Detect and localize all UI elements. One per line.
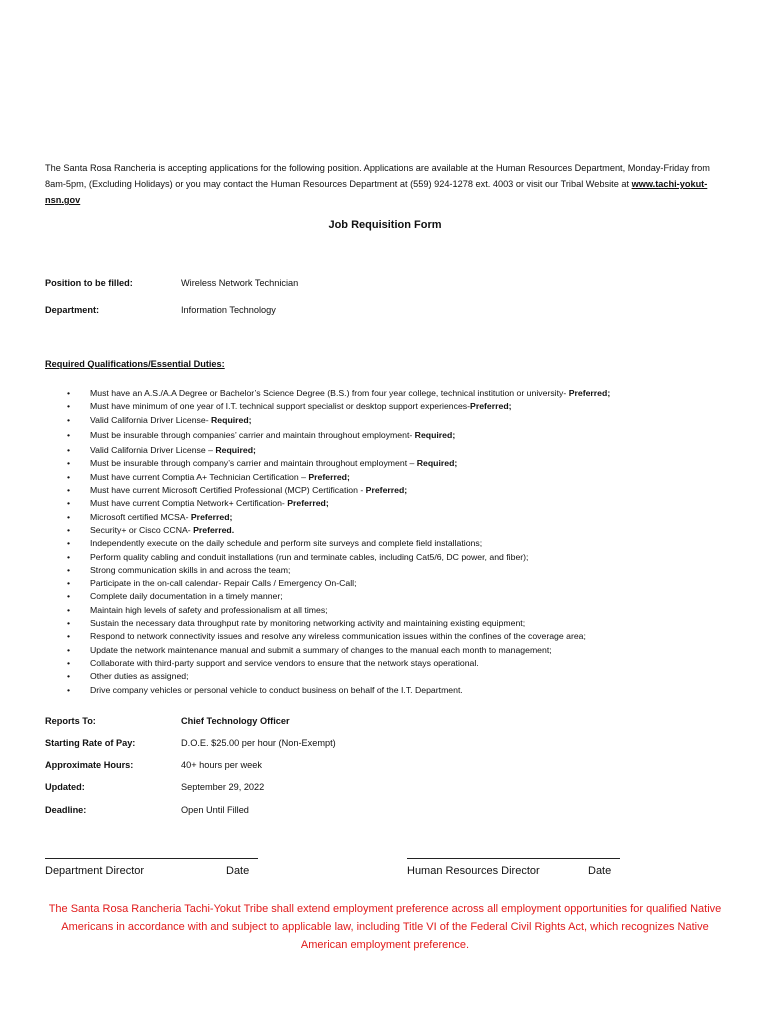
duty-item bbox=[45, 684, 735, 697]
intro-text: The Santa Rosa Rancheria is accepting applications for the following position. Applications are available at the Human Resources Department, Monday-Friday from 8am-5pm, (Excluding Holidays) or you may contact the Human Resources Department at (559) 924-1278 ext. 4003 or visit our Tribal Website at bbox=[45, 163, 710, 189]
bullet-icon: • bbox=[67, 524, 71, 535]
duty-text: Update the network maintenance manual and submit a summary of changes to the manual each month to management; bbox=[90, 644, 552, 655]
duty-item bbox=[45, 644, 735, 657]
duty-item bbox=[45, 564, 735, 577]
duty-text: Must have minimum of one year of I.T. technical support specialist or desktop support experiences- bbox=[90, 401, 471, 412]
duty-text: Valid California Driver License – bbox=[90, 445, 216, 456]
position-label: Position to be filled: bbox=[45, 278, 133, 288]
duty-item bbox=[45, 429, 735, 442]
dept-director-date-label: Date bbox=[226, 865, 250, 877]
approx-hours-label: Approximate Hours: bbox=[45, 760, 134, 770]
deadline-value: Open Until Filled bbox=[181, 805, 249, 815]
duty-item bbox=[45, 617, 735, 630]
bullet-icon: • bbox=[67, 388, 71, 398]
duty-item bbox=[45, 457, 735, 470]
hr-director-label: Human Resources Director bbox=[407, 865, 540, 877]
bullet-icon: • bbox=[67, 471, 71, 482]
duty-emphasis: Required; bbox=[211, 414, 252, 425]
duty-text: Must have an A.S./A.A Degree or Bachelor’s Science Degree (B.S.) from four year college, technical institution or university- bbox=[90, 388, 569, 398]
duty-item bbox=[45, 400, 735, 413]
duty-item bbox=[45, 387, 735, 400]
duty-item bbox=[45, 551, 735, 564]
duty-text: Other duties as assigned; bbox=[90, 671, 189, 682]
duty-emphasis: Preferred; bbox=[568, 388, 611, 398]
starting-rate-value: D.O.E. $25.00 per hour (Non-Exempt) bbox=[181, 738, 336, 748]
form-title: Job Requisition Form bbox=[328, 219, 442, 231]
updated-label: Updated: bbox=[45, 782, 85, 792]
bullet-icon: • bbox=[67, 538, 71, 549]
bullet-icon: • bbox=[67, 511, 71, 522]
duty-text: Collaborate with third-party support and service vendors to ensure that the network stays operational. bbox=[90, 657, 479, 668]
employment-preference-note: The Santa Rosa Rancheria Tachi-Yokut Tribe shall extend employment preference across all employment opportunities for qualified Native Americans in accordance with and subject to applicable law, including Title VI of the Federal Civil Rights Act, which recognizes Native American employment preference. bbox=[48, 903, 722, 951]
dept-director-label: Department Director bbox=[45, 865, 145, 877]
bullet-icon: • bbox=[67, 657, 71, 668]
duty-item bbox=[45, 511, 735, 524]
duty-text: Microsoft certified MCSA- bbox=[90, 511, 191, 522]
department-value: Information Technology bbox=[181, 305, 276, 315]
duty-emphasis: Required; bbox=[416, 458, 458, 469]
bullet-icon: • bbox=[67, 445, 71, 456]
bullet-icon: • bbox=[67, 485, 71, 496]
duty-emphasis: Required; bbox=[414, 429, 456, 440]
reports-to-value: Chief Technology Officer bbox=[181, 716, 290, 726]
duty-item bbox=[45, 484, 735, 497]
duty-item bbox=[45, 537, 735, 550]
duties-list bbox=[45, 387, 735, 697]
bullet-icon: • bbox=[67, 414, 71, 425]
bullet-icon: • bbox=[67, 429, 71, 440]
duty-text: Maintain high levels of safety and professionalism at all times; bbox=[90, 604, 328, 615]
duty-emphasis: Preferred; bbox=[287, 498, 329, 509]
duty-item bbox=[45, 497, 735, 510]
duty-item bbox=[45, 670, 735, 683]
bullet-icon: • bbox=[67, 631, 71, 642]
duty-text: Independently execute on the daily schedule and perform site surveys and complete field installations; bbox=[90, 538, 483, 549]
bullet-icon: • bbox=[67, 458, 71, 469]
bullet-icon: • bbox=[67, 578, 71, 589]
duty-text: Strong communication skills in and across the team; bbox=[90, 564, 291, 575]
bullet-icon: • bbox=[67, 618, 71, 629]
duty-text: Participate in the on-call calendar- Repair Calls / Emergency On-Call; bbox=[90, 578, 357, 589]
updated-value: September 29, 2022 bbox=[181, 782, 265, 792]
reports-to-label: Reports To: bbox=[45, 716, 96, 726]
duty-item bbox=[45, 577, 735, 590]
duty-item bbox=[45, 604, 735, 617]
duty-emphasis: Preferred; bbox=[365, 485, 408, 496]
qualifications-heading: Required Qualifications/Essential Duties: bbox=[45, 359, 225, 369]
deadline-label: Deadline: bbox=[45, 805, 87, 815]
duty-text: Must have current Microsoft Certified Professional (MCP) Certification - bbox=[90, 485, 366, 496]
duty-text: Respond to network connectivity issues and resolve any wireless communication issues within the confines of the coverage area; bbox=[90, 631, 586, 642]
bullet-icon: • bbox=[67, 591, 71, 602]
duty-emphasis: Preferred; bbox=[308, 471, 350, 482]
duty-text: Must have current Comptia A+ Technician Certification – bbox=[90, 471, 309, 482]
bullet-icon: • bbox=[67, 498, 71, 509]
duty-item bbox=[45, 524, 735, 537]
duty-emphasis: Preferred. bbox=[193, 524, 235, 535]
duty-emphasis: Preferred; bbox=[470, 401, 512, 412]
bullet-icon: • bbox=[67, 604, 71, 615]
duty-item bbox=[45, 657, 735, 670]
bullet-icon: • bbox=[67, 671, 71, 682]
department-label: Department: bbox=[45, 305, 100, 315]
duty-item bbox=[45, 471, 735, 484]
bullet-icon: • bbox=[67, 401, 71, 412]
duty-item bbox=[45, 444, 735, 457]
duty-emphasis: Preferred; bbox=[190, 511, 233, 522]
duty-text: Perform quality cabling and conduit installations (run and terminate cables, including Cat5/6, DC power, and fiber); bbox=[90, 551, 529, 562]
bullet-icon: • bbox=[67, 644, 71, 655]
position-value: Wireless Network Technician bbox=[181, 278, 299, 288]
duty-text: Must be insurable through company’s carrier and maintain throughout employment – bbox=[90, 458, 417, 469]
bullet-icon: • bbox=[67, 684, 71, 695]
hr-director-date-label: Date bbox=[588, 865, 612, 877]
tribal-website-link[interactable]: www.tachi-yokut-nsn.gov bbox=[45, 179, 708, 205]
duty-item bbox=[45, 414, 735, 427]
duty-text: Complete daily documentation in a timely manner; bbox=[90, 591, 283, 602]
duty-emphasis: Required; bbox=[215, 445, 256, 456]
intro-paragraph bbox=[45, 160, 725, 208]
duty-text: Security+ or Cisco CCNA- bbox=[90, 524, 194, 535]
approx-hours-value: 40+ hours per week bbox=[181, 760, 262, 770]
starting-rate-label: Starting Rate of Pay: bbox=[45, 738, 136, 748]
duty-text: Valid California Driver License- bbox=[90, 414, 212, 425]
duty-item bbox=[45, 630, 735, 643]
duty-item bbox=[45, 590, 735, 603]
duty-text: Drive company vehicles or personal vehicle to conduct business on behalf of the I.T. Department. bbox=[90, 684, 463, 695]
hr-director-signature-line bbox=[407, 858, 620, 859]
bullet-icon: • bbox=[67, 551, 71, 562]
dept-director-signature-line bbox=[45, 858, 258, 859]
duty-text: Must have current Comptia Network+ Certification- bbox=[90, 498, 288, 509]
duty-text: Sustain the necessary data throughput rate by monitoring networking activity and maintaining existing equipment; bbox=[90, 618, 526, 629]
duty-text: Must be insurable through companies’ carrier and maintain throughout employment- bbox=[90, 429, 415, 440]
bullet-icon: • bbox=[67, 564, 71, 575]
